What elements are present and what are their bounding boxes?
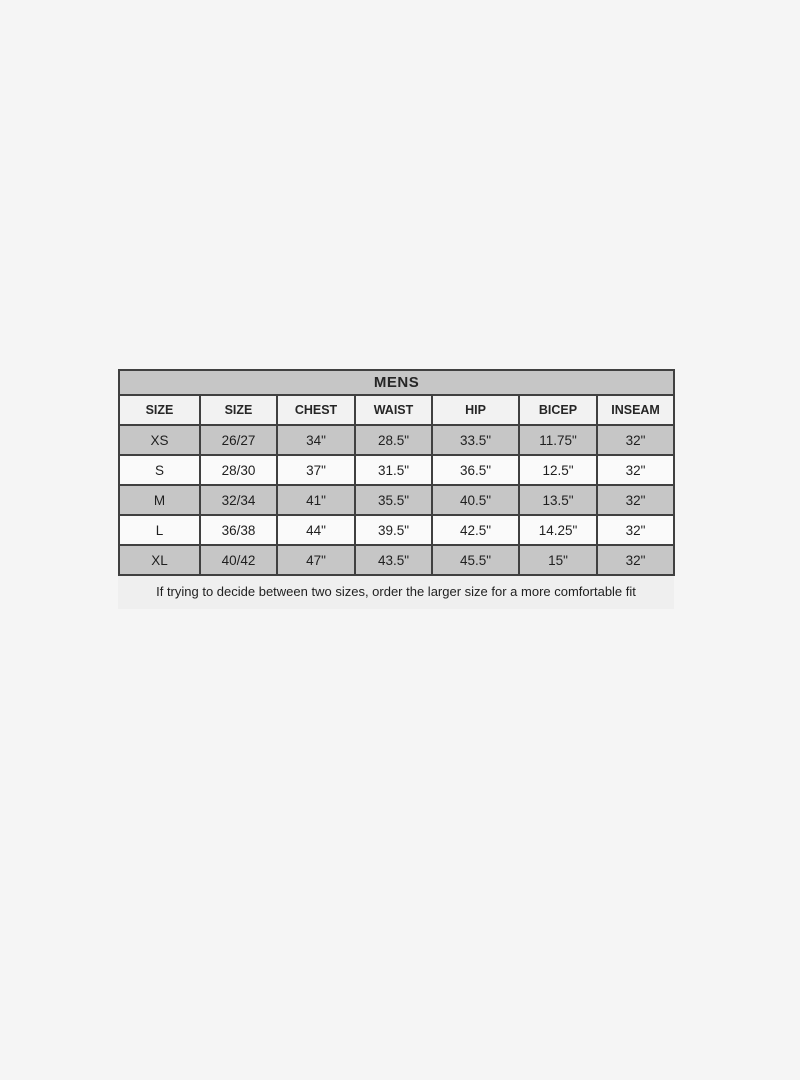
column-header-waist: WAIST bbox=[355, 395, 432, 425]
table-title-row bbox=[119, 370, 674, 395]
table-cell: 32/34 bbox=[200, 485, 277, 515]
table-cell: 35.5" bbox=[355, 485, 432, 515]
table-cell: 15" bbox=[519, 545, 597, 575]
table-cell: 37" bbox=[277, 455, 355, 485]
column-header-bicep: BICEP bbox=[519, 395, 597, 425]
column-header-size-range: SIZE bbox=[200, 395, 277, 425]
table-cell: L bbox=[119, 515, 200, 545]
table-cell: 39.5" bbox=[355, 515, 432, 545]
table-cell: 36.5" bbox=[432, 455, 519, 485]
table-cell: XL bbox=[119, 545, 200, 575]
table-cell: 12.5" bbox=[519, 455, 597, 485]
table-cell: 41" bbox=[277, 485, 355, 515]
table-cell: 42.5" bbox=[432, 515, 519, 545]
column-header-inseam: INSEAM bbox=[597, 395, 674, 425]
table-title: MENS bbox=[119, 370, 674, 395]
table-cell: 13.5" bbox=[519, 485, 597, 515]
table-header-row bbox=[119, 395, 674, 425]
table-cell: 33.5" bbox=[432, 425, 519, 455]
table-row bbox=[119, 515, 674, 545]
table-cell: 32" bbox=[597, 515, 674, 545]
column-header-chest: CHEST bbox=[277, 395, 355, 425]
table-cell: 36/38 bbox=[200, 515, 277, 545]
table-cell: XS bbox=[119, 425, 200, 455]
table-cell: 14.25" bbox=[519, 515, 597, 545]
size-chart-table bbox=[118, 369, 675, 576]
table-cell: 43.5" bbox=[355, 545, 432, 575]
table-cell: 47" bbox=[277, 545, 355, 575]
table-row bbox=[119, 485, 674, 515]
table-cell: 32" bbox=[597, 455, 674, 485]
table-cell: 40.5" bbox=[432, 485, 519, 515]
table-cell: 44" bbox=[277, 515, 355, 545]
fit-note: If trying to decide between two sizes, order the larger size for a more comfortable fit bbox=[118, 576, 674, 609]
table-cell: 32" bbox=[597, 485, 674, 515]
table-cell: 28/30 bbox=[200, 455, 277, 485]
table-cell: 45.5" bbox=[432, 545, 519, 575]
table-row bbox=[119, 545, 674, 575]
table-row bbox=[119, 425, 674, 455]
table-cell: 28.5" bbox=[355, 425, 432, 455]
table-cell: S bbox=[119, 455, 200, 485]
table-row bbox=[119, 455, 674, 485]
table-body bbox=[119, 425, 674, 575]
size-chart bbox=[118, 369, 674, 609]
column-header-hip: HIP bbox=[432, 395, 519, 425]
table-cell: 32" bbox=[597, 425, 674, 455]
column-header-size-label: SIZE bbox=[119, 395, 200, 425]
table-cell: 32" bbox=[597, 545, 674, 575]
table-cell: 26/27 bbox=[200, 425, 277, 455]
table-cell: 31.5" bbox=[355, 455, 432, 485]
table-cell: 34" bbox=[277, 425, 355, 455]
table-cell: M bbox=[119, 485, 200, 515]
table-cell: 11.75" bbox=[519, 425, 597, 455]
table-cell: 40/42 bbox=[200, 545, 277, 575]
